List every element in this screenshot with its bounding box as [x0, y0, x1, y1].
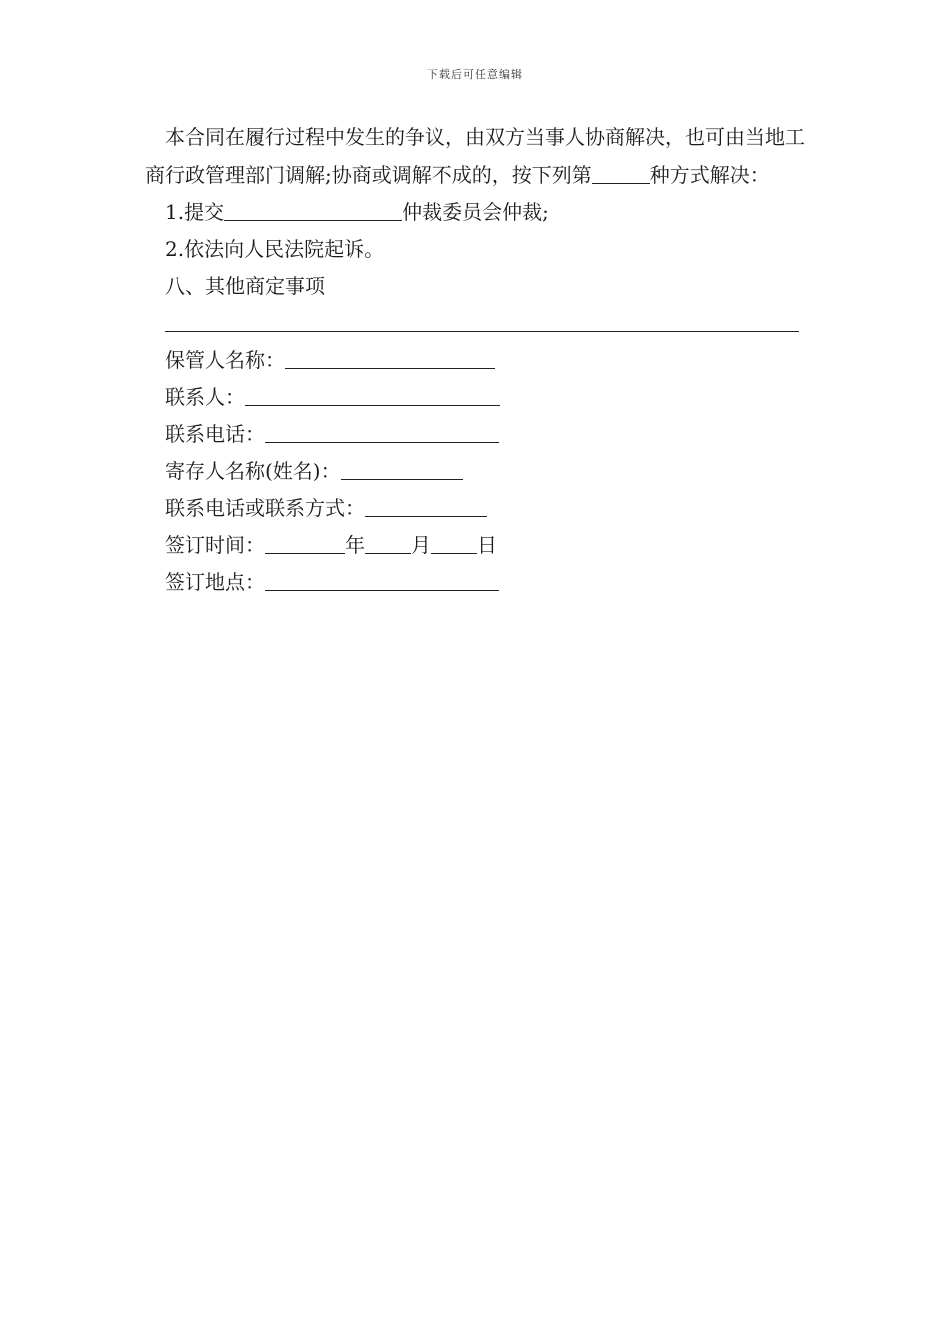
depositor-name-label: 寄存人名称(姓名)：	[165, 459, 341, 483]
dispute-text-part2: 种方式解决：	[649, 163, 770, 187]
option-2-line	[145, 231, 815, 268]
sign-place-label: 签订地点：	[165, 570, 265, 594]
sign-place-line	[145, 564, 815, 601]
depositor-name-blank[interactable]	[341, 457, 463, 480]
depositor-name-line	[145, 453, 815, 490]
sign-year-blank[interactable]	[265, 531, 345, 554]
sign-time-label: 签订时间：	[165, 533, 265, 557]
contact-person-line	[145, 379, 815, 416]
sign-day-blank[interactable]	[431, 531, 477, 554]
custodian-name-blank[interactable]	[285, 346, 495, 369]
sign-time-line	[145, 527, 815, 564]
section-8-heading: 八、其他商定事项	[165, 274, 325, 298]
contact-method-line	[145, 490, 815, 527]
option-2-text: 2.依法向人民法院起诉。	[165, 237, 385, 261]
contact-method-label: 联系电话或联系方式：	[165, 496, 365, 520]
contact-method-blank[interactable]	[365, 494, 487, 517]
page-header: 下载后可任意编辑	[427, 68, 523, 81]
document-body	[145, 118, 815, 601]
sign-place-blank[interactable]	[265, 568, 499, 591]
sign-month-blank[interactable]	[365, 531, 411, 554]
day-label: 日	[477, 533, 497, 557]
dispute-method-blank[interactable]	[592, 161, 650, 184]
other-matters-blank[interactable]	[165, 309, 799, 332]
section-8-title	[145, 268, 815, 305]
dispute-paragraph	[145, 118, 815, 194]
other-matters-line	[145, 305, 815, 342]
option-1-suffix: 仲裁委员会仲裁;	[402, 200, 549, 224]
dispute-text-part1: 本合同在履行过程中发生的争议，由双方当事人协商解决，也可由当地工商行政管理部门调解;协商或调解不成的，按下列第	[145, 125, 805, 187]
contact-phone-line	[145, 416, 815, 453]
arbitration-committee-blank[interactable]	[224, 198, 402, 221]
year-label: 年	[345, 533, 365, 557]
option-1-line	[145, 194, 815, 231]
custodian-name-line	[145, 342, 815, 379]
contact-person-blank[interactable]	[245, 383, 500, 406]
contact-phone-blank[interactable]	[265, 420, 499, 443]
contact-phone-label: 联系电话：	[165, 422, 265, 446]
custodian-name-label: 保管人名称：	[165, 348, 285, 372]
option-1-prefix: 1.提交	[165, 200, 225, 224]
contact-person-label: 联系人：	[165, 385, 245, 409]
month-label: 月	[411, 533, 431, 557]
